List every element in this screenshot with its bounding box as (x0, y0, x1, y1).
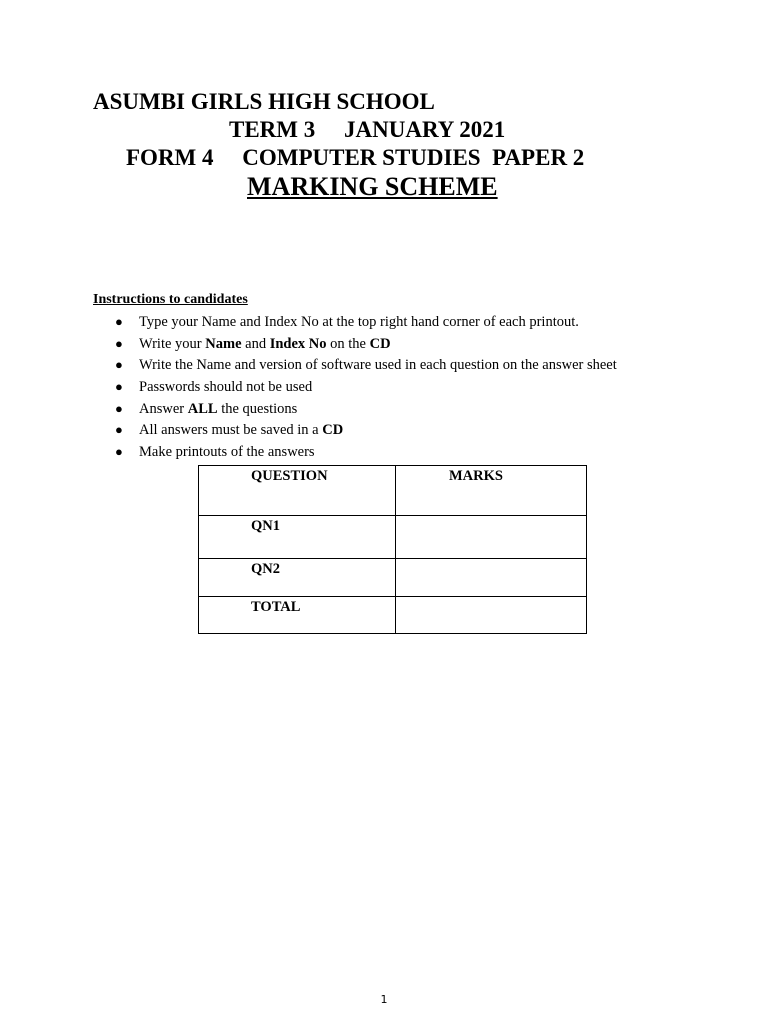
question-label: QN1 (251, 518, 280, 534)
instruction-text: on the (326, 335, 370, 352)
bullet-icon: ● (115, 314, 123, 329)
marks-cell (396, 516, 587, 559)
bullet-icon: ● (115, 379, 123, 395)
instructions-list (0, 312, 617, 464)
bullet-icon: ● (115, 422, 123, 438)
marks-value (396, 516, 586, 517)
document-title: MARKING SCHEME (247, 172, 498, 201)
page-number: 1 (380, 993, 388, 1006)
table-row (199, 597, 587, 634)
header-cell-question (199, 466, 396, 516)
instruction-text: Write your (139, 335, 206, 352)
list-item (0, 377, 617, 399)
instruction-text: Type your Name and Index No at the top right hand corner of each printout. (139, 314, 579, 330)
instruction-text: Make printouts of the answers (139, 444, 315, 461)
list-item (0, 399, 617, 421)
header-question-label: QUESTION (251, 468, 328, 484)
table-header-row (199, 466, 587, 516)
list-item (0, 312, 617, 334)
header-marks-label: MARKS (449, 468, 503, 484)
table-row (199, 559, 587, 597)
instructions-heading: Instructions to candidates (93, 292, 248, 307)
question-cell (199, 516, 396, 559)
table-row (199, 516, 587, 559)
instruction-text: and (241, 335, 270, 352)
instruction-emphasis: ALL (187, 400, 218, 417)
marks-value (396, 559, 586, 560)
instruction-text: Write the Name and version of software used in each question on the answer sheet (139, 357, 617, 374)
instruction-emphasis: CD (322, 422, 344, 439)
question-cell (199, 597, 396, 634)
question-cell (199, 559, 396, 597)
list-item (0, 420, 617, 442)
instruction-text: All answers must be saved in a (139, 422, 323, 439)
instruction-text: the questions (217, 400, 298, 417)
marks-value (396, 597, 586, 598)
bullet-icon: ● (115, 400, 123, 416)
instruction-emphasis: Index No (269, 335, 327, 352)
form-subject-line: FORM 4 COMPUTER STUDIES PAPER 2 (126, 145, 585, 170)
instruction-text: Passwords should not be used (139, 379, 313, 396)
instruction-emphasis: Name (205, 335, 242, 352)
school-name: ASUMBI GIRLS HIGH SCHOOL (93, 89, 435, 114)
question-label: QN2 (251, 561, 280, 577)
instruction-emphasis: CD (369, 335, 391, 352)
bullet-icon: ● (115, 357, 123, 373)
list-item (0, 355, 617, 377)
instruction-text: Answer (139, 400, 188, 417)
list-item (0, 442, 617, 464)
question-label: TOTAL (251, 599, 301, 615)
bullet-icon: ● (115, 335, 123, 351)
marks-table (198, 465, 587, 634)
marks-cell (396, 559, 587, 597)
marks-cell (396, 597, 587, 634)
bullet-icon: ● (115, 444, 123, 460)
header-cell-marks (396, 466, 587, 516)
list-item (0, 334, 617, 356)
term-line: TERM 3 JANUARY 2021 (229, 117, 506, 142)
